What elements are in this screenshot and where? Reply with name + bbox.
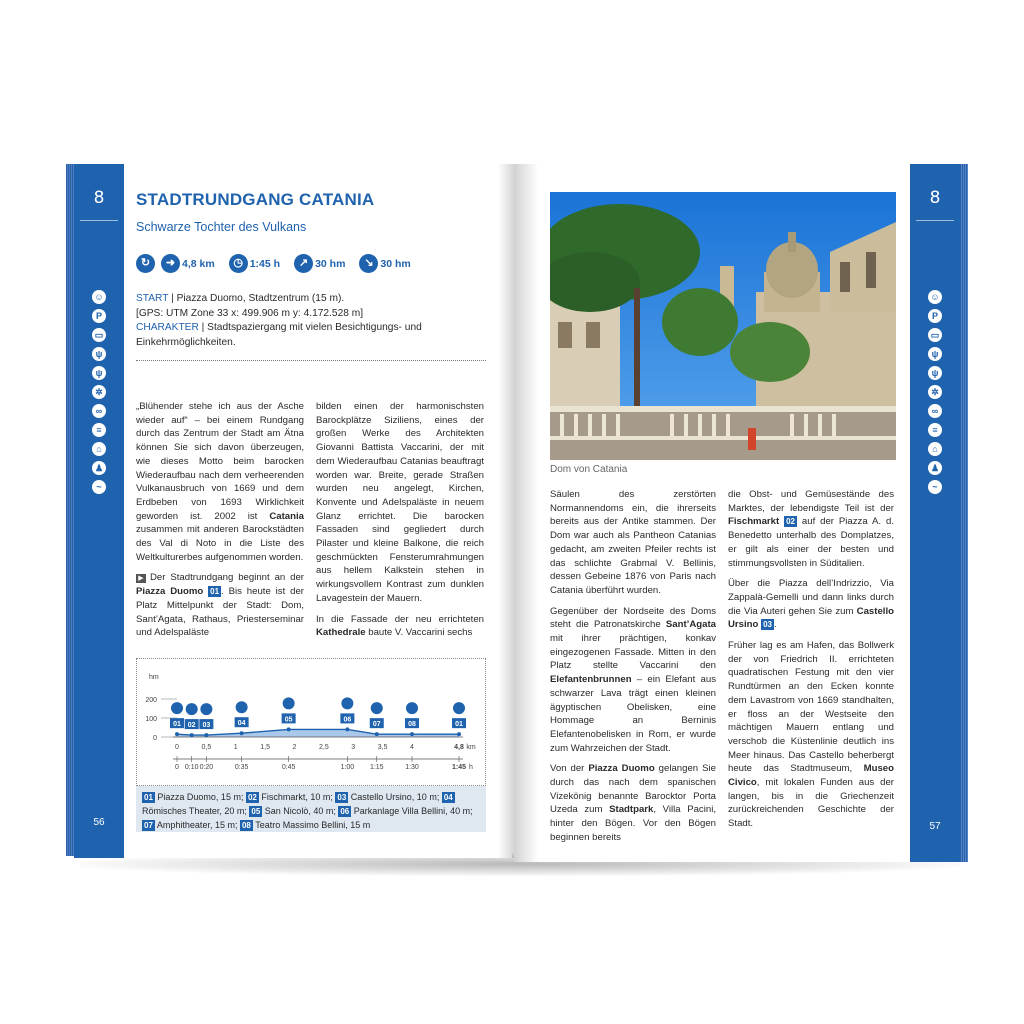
start-label: START	[136, 293, 169, 304]
station-dot	[204, 733, 208, 737]
text: , mit lokalen Funden aus der langen, bis in die Griechenzeit zurückreichenden Geschichte der Stadt.	[728, 777, 894, 830]
start-text: | Piazza Duomo, Stadtzentrum (15 m).	[168, 293, 345, 304]
right-page	[514, 164, 960, 862]
gps-text: [GPS: UTM Zone 33 x: 499.906 m y: 4.172.528 m]	[136, 307, 364, 319]
restaurant-icon	[200, 703, 212, 715]
restaurant-icon	[283, 697, 295, 709]
restaurant-icon: ψ	[928, 347, 942, 361]
bold-text: Museo Civico	[728, 763, 894, 789]
parking-icon: P	[928, 309, 942, 323]
station-dot	[287, 727, 291, 731]
paragraph	[136, 400, 304, 564]
station-dot	[240, 731, 244, 735]
time-tick-label: 0:20	[199, 764, 214, 771]
text: bilden einen der harmonischsten Barockplätze Siziliens, eines der großen Werke des Architekten Giovanni Battista Vaccarini, der mit dem Wiederaufbau Catanias beauftragt worden war. Breite, gerade Straßen wurden neu angelegt, Kirchen, Konvente und Adelspaläste in neuem Glanz errichtet. Die barocken Fassaden sind gegliedert durch Pilaster und kleine Balkone, die reich geschmückten Fensterumrahmungen aus hellem Kalkstein stehen in wirkungsvollem Kontrast zum dunklen Lavagestein der Mauern.	[316, 401, 484, 604]
parking-icon: P	[92, 309, 106, 323]
time-tick-label: 0	[175, 764, 179, 771]
text: auf der Piazza A. d. Benedetto unterhalb des Domplatzes, er gilt als einer der besten und stimmungsvollsten in Süditalien.	[728, 516, 894, 569]
paragraph	[550, 762, 716, 844]
bold-text: Castello Ursino	[728, 605, 894, 631]
paragraph	[550, 488, 716, 598]
bold-text: Catania	[269, 510, 304, 522]
text: Säulen des zerstörten Normannendoms ein, die ihrerseits bereits aus der Antike stammen. Der Dom war auch als Pantheon Catanias gedacht, am zweiten Pfeiler rechts ist das schlichte Grabmal V. Bellinis, dessen Gebeine 1876 von Paris nach Catania überführt wurden.	[550, 489, 716, 596]
x-tick-label: 4	[410, 744, 414, 751]
bold-text: Piazza Duomo	[136, 586, 204, 598]
train-icon: ≡	[92, 423, 106, 437]
legend-text: Fischmarkt, 10 m;	[258, 792, 336, 802]
bold-text: Piazza Duomo	[588, 763, 655, 775]
page-number: 57	[929, 821, 941, 832]
text: zusammen mit anderen Barockstädten des Val di Noto in die Liste des Weltkulturerbes aufgenommen worden.	[136, 524, 304, 563]
paragraph	[136, 571, 304, 640]
descent-icon: ↘	[359, 254, 378, 273]
x-tick-label: 0	[175, 744, 179, 751]
text: Von der	[550, 763, 589, 775]
text: gelangen Sie durch das nach dem spanischen Vizekönig benannte Barocktor Porta Uzeda zum	[550, 763, 716, 816]
station-dot	[375, 732, 379, 736]
chapter-number: 8	[93, 188, 105, 208]
time-tick-label: 1:30	[405, 764, 419, 771]
category-icons	[74, 290, 124, 494]
time-tick-label: 1:15	[369, 764, 384, 771]
paragraph	[550, 605, 716, 756]
elevation-area	[177, 729, 459, 737]
legend-badge: 08	[241, 821, 251, 830]
legend-text: Piazza Duomo, 15 m;	[154, 792, 246, 802]
paragraph	[316, 613, 484, 640]
bike-icon: ∞	[928, 404, 942, 418]
x-tick-label: 1,5	[260, 744, 270, 751]
restaurant-icon	[236, 701, 248, 713]
x-tick-label: 2	[292, 744, 297, 751]
text: Gegenüber der Nordseite des Doms steht die Patronatskirche	[550, 605, 716, 631]
clock-icon: ◷	[229, 254, 248, 273]
station-dot	[190, 733, 194, 737]
station-label: 03	[202, 722, 211, 730]
tour-info	[136, 292, 486, 350]
duration-stat	[229, 254, 280, 273]
hiking-icon: ♟	[92, 461, 106, 475]
restaurant-icon	[406, 702, 418, 714]
swim-icon: ~	[92, 480, 106, 494]
restaurant-icon	[171, 702, 183, 714]
text: Früher lag es am Hafen, das Bollwerk der von Friedrich II. errichteten quadratischen Festung mit den vier Rundtürmen an den Ecken konnte dem Lavastrom von 1669 standhalten, er floss an der Westseite den mächtigen Mauern entlang und verschob die Küstenlinie deutlich ins Meer hinaus. Das Castello beherbergt heute das Stadtmuseum,	[728, 640, 894, 775]
photo-caption: Dom von Catania	[550, 464, 628, 475]
restaurant-icon	[453, 702, 465, 714]
page-title: STADTRUNDGANG CATANIA	[136, 190, 375, 209]
bold-text: Stadtpark	[609, 804, 654, 816]
x-tick-label: 2,5	[319, 744, 329, 751]
loop-icon: ↻	[136, 254, 155, 273]
gutter-shadow	[514, 164, 538, 862]
legend-text: San Nicolò, 40 m;	[262, 806, 339, 816]
swim-icon: ~	[928, 480, 942, 494]
paragraph	[728, 577, 894, 632]
legend-badge: 03	[337, 793, 347, 802]
text: In die Fassade der neu errichteten	[316, 613, 484, 625]
cathedral-photo	[550, 192, 896, 460]
tab-divider	[80, 220, 118, 221]
text: mit ihrer prächtigen, konkav eingezogenen Fassade. Mitten in den Platz stellte Vaccarini den	[550, 633, 716, 672]
station-label: 04	[237, 720, 246, 728]
right-column-1	[550, 488, 716, 852]
elevation-chart-svg	[137, 659, 485, 785]
character-text: | Stadtspaziergang mit vielen Besichtigungs- und Einkehrmöglichkeiten.	[136, 322, 422, 348]
train-icon: ≡	[928, 423, 942, 437]
restaurant-icon	[341, 697, 353, 709]
bold-text: Fischmarkt	[728, 516, 780, 528]
text: „Blühender stehe ich aus der Asche wieder auf“ – bei einem Rundgang durch das Zentrum der Stadt am Ätna können Sie sich davon überzeugen, wie dieses Motto beim barocken Wiederaufbau nach dem verheerenden Vulkanausbruch von 1669 und dem Erdbeben von 1693 Wirklichkeit geworden ist. 2002 ist	[136, 401, 304, 522]
distance-value: 4,8 km	[182, 257, 215, 270]
y-tick-label: 100	[145, 716, 157, 723]
station-dot	[175, 732, 179, 736]
x-tick-label: 4,8	[454, 744, 464, 751]
chapter-tab-left	[74, 164, 124, 858]
time-tick-label: 0:10	[184, 764, 199, 771]
legend-text: Teatro Massimo Bellini, 15 m	[252, 820, 371, 830]
legend-text: Parkanlage Villa Bellini, 40 m;	[351, 806, 473, 816]
hiking-icon: ♟	[928, 461, 942, 475]
time-tick-label: 0:45	[281, 764, 296, 771]
y-tick-label: 200	[145, 697, 157, 704]
y-axis-label: hm	[149, 674, 159, 681]
tour-stats	[136, 254, 419, 273]
station-label: 01	[173, 721, 181, 729]
legend-badge: 06	[340, 807, 350, 816]
text: . Bis heute ist der Platz Mittelpunkt der Stadt: Dom, Sant’Agata, Rathaus, Priesterseminar und Adelspaläste	[136, 586, 304, 639]
station-legend	[136, 786, 486, 832]
y-tick-label: 0	[153, 735, 157, 742]
bold-text: Kathedrale	[316, 627, 366, 639]
category-icons	[910, 290, 960, 494]
station-dot	[345, 727, 349, 731]
chapter-tab-right	[910, 164, 960, 862]
restaurant-icon	[371, 702, 383, 714]
text: – ein Elefant aus schwarzer Lava trägt einen kleinen ägyptischen Obelisken, eine Hommage an Berninis Elefantenobelisken in Rom, er wurde zum Wahrzeichen der Stadt.	[550, 674, 716, 754]
page-subtitle: Schwarze Tochter des Vulkans	[136, 220, 307, 234]
legend-text: Amphitheater, 15 m;	[154, 820, 240, 830]
text: .	[773, 619, 777, 631]
text: baute V. Vaccarini sechs	[365, 627, 473, 639]
ascent-value: 30 hm	[315, 257, 346, 270]
legend-badge: 04	[443, 793, 453, 802]
restaurant-icon	[186, 703, 198, 715]
legend-badge: 02	[247, 793, 257, 802]
bus-icon: ▭	[92, 328, 106, 342]
time-tick-label: 1:45	[451, 764, 467, 771]
x-tick-label: 3	[351, 744, 356, 751]
dotted-divider	[136, 360, 486, 361]
left-page	[74, 164, 512, 858]
ascent-stat	[294, 254, 345, 273]
arrow-icon: ▶	[136, 574, 146, 583]
text: Über die Piazza dell’Indrizzio, Via Zappalà-Gemelli und dann links durch die Via Auteri gehen Sie zum	[728, 578, 894, 617]
legend-badge: 05	[251, 807, 261, 816]
station-badge: 02	[786, 517, 795, 527]
station-label: 02	[187, 722, 196, 730]
elevation-profile	[136, 658, 486, 786]
restaurant-icon: ψ	[92, 366, 106, 380]
signpost-icon: ➜	[161, 254, 180, 273]
station-dot	[457, 732, 461, 736]
text: Der Stadtrundgang beginnt an der	[150, 572, 304, 584]
station-label: 01	[455, 721, 463, 729]
bold-text: Sant’Agata	[665, 619, 716, 631]
bus-icon: ▭	[928, 328, 942, 342]
time-tick-label: 1:00	[340, 764, 355, 771]
x-tick-label: 0,5	[201, 744, 212, 751]
legend-text: Castello Ursino, 10 m;	[348, 792, 442, 802]
left-column-1	[136, 400, 304, 647]
ascent-icon: ↗	[294, 254, 313, 273]
winter-icon: ✲	[928, 385, 942, 399]
legend-text: Römisches Theater, 20 m;	[142, 806, 250, 816]
kids-icon: ☺	[92, 290, 106, 304]
descent-stat	[359, 254, 410, 273]
station-badge: 03	[763, 620, 772, 630]
station-label: 06	[343, 716, 352, 724]
legend-badge: 01	[144, 793, 153, 802]
museum-icon: ⌂	[928, 442, 942, 456]
left-column-2	[316, 400, 484, 647]
kids-icon: ☺	[928, 290, 942, 304]
distance-stat	[161, 254, 215, 273]
paragraph	[728, 488, 894, 570]
paragraph	[316, 400, 484, 606]
restaurant-icon: ψ	[92, 347, 106, 361]
station-badge: 01	[210, 587, 220, 597]
right-column-2	[728, 488, 894, 838]
paragraph	[728, 639, 894, 831]
x-tick-label: 3,5	[377, 744, 388, 751]
x-axis-unit: km	[466, 744, 476, 751]
photo-illustration	[550, 192, 896, 460]
chapter-number: 8	[929, 188, 941, 208]
bold-text: Elefantenbrunnen	[550, 674, 632, 686]
time-tick-label: 0:35	[234, 764, 249, 771]
character-label: CHARAKTER	[136, 322, 199, 333]
restaurant-icon: ψ	[928, 366, 942, 380]
station-label: 05	[284, 716, 293, 724]
x-tick-label: 1	[233, 744, 238, 751]
book-edge-left	[66, 164, 74, 856]
winter-icon: ✲	[92, 385, 106, 399]
legend-badge: 07	[144, 821, 153, 830]
station-dot	[410, 732, 414, 736]
page-number: 56	[93, 817, 105, 828]
text: die Obst- und Gemüsestände des Marktes, der lebendigste Teil ist der	[728, 489, 894, 514]
station-label: 08	[408, 721, 416, 729]
bike-icon: ∞	[92, 404, 106, 418]
gutter-shadow	[498, 164, 514, 858]
text: , Villa Pacini, hinter den Bögen. Vor den Bögen beginnen bereits	[550, 804, 716, 843]
museum-icon: ⌂	[92, 442, 106, 456]
descent-value: 30 hm	[380, 257, 411, 270]
duration-value: 1:45 h	[249, 257, 281, 270]
time-axis-unit: h	[469, 764, 473, 771]
tab-divider	[916, 220, 954, 221]
station-label: 07	[372, 721, 381, 729]
